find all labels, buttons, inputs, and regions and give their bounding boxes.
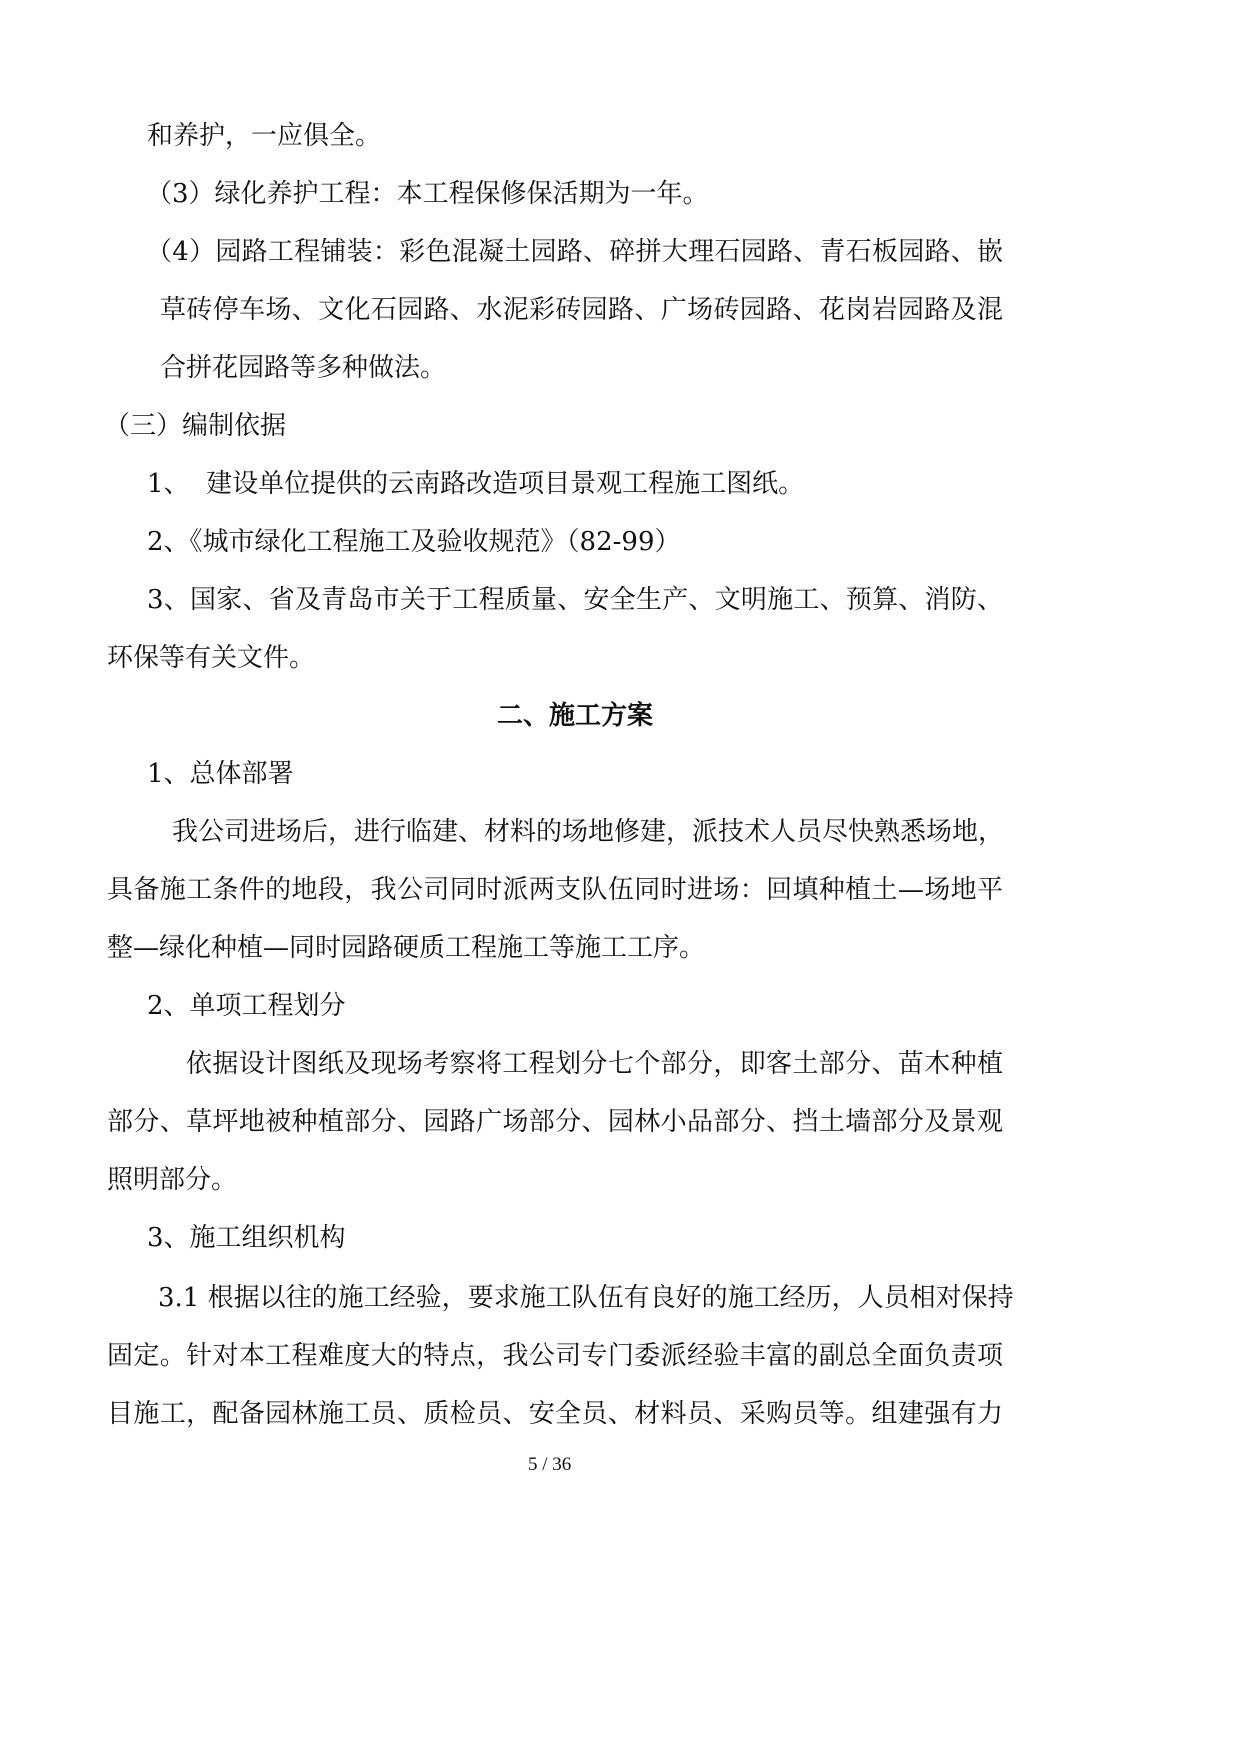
page-number: 5 / 36 (528, 1454, 572, 1475)
body-line: 固定。针对本工程难度大的特点，我公司专门委派经验丰富的副总全面负责项 (107, 1341, 1003, 1371)
subsection-heading: （三）编制依据 (104, 411, 287, 441)
body-line: 我公司进场后，进行临建、材料的场地修建，派技术人员尽快熟悉场地， (172, 817, 1005, 847)
list-item-4-line: 草砖停车场、文化石园路、水泥彩砖园路、广场砖园路、花岗岩园路及混 (160, 295, 1003, 325)
body-line: 部分、草坪地被种植部分、园路广场部分、园林小品部分、挡土墙部分及景观 (107, 1107, 1003, 1137)
subsection-heading: 3、施工组织机构 (147, 1223, 346, 1253)
body-line: 目施工，配备园林施工员、质检员、安全员、材料员、采购员等。组建强有力 (107, 1399, 1003, 1429)
basis-item-3-line: 3、国家、省及青岛市关于工程质量、安全生产、文明施工、预算、消防、 (147, 585, 1003, 615)
section-title: 二、施工方案 (497, 701, 654, 731)
basis-item-3-line: 环保等有关文件。 (107, 643, 316, 673)
body-line: 具备施工条件的地段，我公司同时派两支队伍同时进场：回填种植土—场地平 (107, 875, 1003, 905)
list-item-3: （3）绿化养护工程：本工程保修保活期为一年。 (146, 179, 709, 209)
body-line: 照明部分。 (107, 1165, 238, 1195)
basis-item-2: 2、《城市绿化工程施工及验收规范》（82-99） (147, 527, 681, 557)
body-line: 整—绿化种植—同时园路硬质工程施工等施工工序。 (107, 933, 706, 963)
list-item-4-line: （4）园路工程铺装：彩色混凝土园路、碎拼大理石园路、青石板园路、嵌 (146, 237, 1003, 267)
body-line: 依据设计图纸及现场考察将工程划分七个部分，即客土部分、苗木种植 (186, 1049, 1003, 1079)
body-line: 3.1 根据以往的施工经验，要求施工队伍有良好的施工经历，人员相对保持 (158, 1283, 1014, 1313)
body-line: 和养护，一应俱全。 (147, 121, 382, 151)
subsection-heading: 1、总体部署 (147, 759, 294, 789)
basis-item-1: 1、 建设单位提供的云南路改造项目景观工程施工图纸。 (147, 469, 805, 499)
list-item-4-line: 合拼花园路等多种做法。 (160, 353, 447, 383)
subsection-heading: 2、单项工程划分 (147, 991, 346, 1021)
